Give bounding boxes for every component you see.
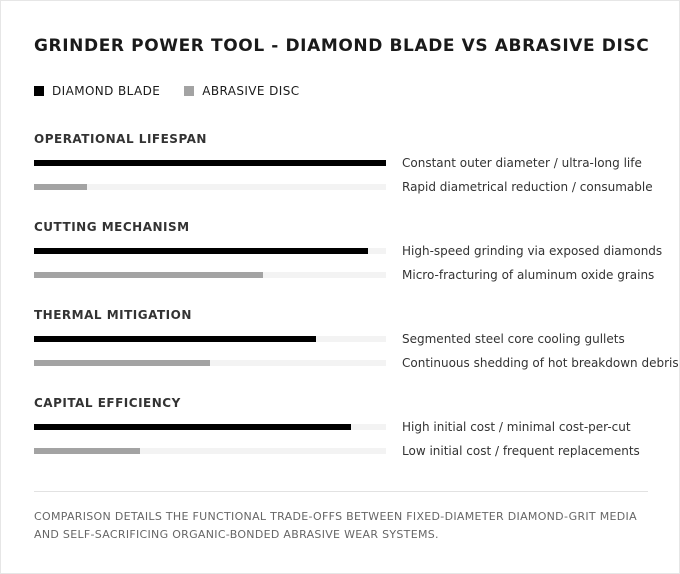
legend-item-diamond-blade: [34, 84, 160, 98]
bar-abrasive-disc: [34, 184, 87, 190]
bar-row-diamond-blade: [34, 330, 654, 348]
bar-row-abrasive-disc: [34, 354, 679, 372]
bar-row-diamond-blade: [34, 154, 654, 172]
category-capital-efficiency: [34, 396, 654, 476]
bar-label: Constant outer diameter / ultra-long life: [402, 156, 642, 170]
bar-track: [34, 184, 386, 190]
bar-row-abrasive-disc: [34, 266, 654, 284]
category-title: THERMAL MITIGATION: [34, 308, 192, 322]
legend-swatch-abrasive-disc: [184, 86, 194, 96]
chart-legend: [34, 84, 324, 98]
bar-label: Rapid diametrical reduction / consumable: [402, 180, 653, 194]
category-thermal-mitigation: [34, 308, 679, 388]
bar-diamond-blade: [34, 248, 368, 254]
bar-track: [34, 360, 386, 366]
bar-abrasive-disc: [34, 448, 140, 454]
bar-label: Micro-fracturing of aluminum oxide grains: [402, 268, 655, 282]
bar-row-diamond-blade: [34, 418, 654, 436]
bar-abrasive-disc: [34, 360, 210, 366]
bar-track: [34, 160, 386, 166]
bar-track: [34, 248, 386, 254]
bar-label: Segmented steel core cooling gullets: [402, 332, 625, 346]
chart-title: GRINDER POWER TOOL - DIAMOND BLADE VS ABRASIVE DISC: [34, 36, 650, 56]
bar-row-diamond-blade: [34, 242, 663, 260]
bar-row-abrasive-disc: [34, 178, 654, 196]
legend-label-abrasive-disc: ABRASIVE DISC: [202, 84, 300, 98]
bar-row-abrasive-disc: [34, 442, 654, 460]
category-cutting-mechanism: [34, 220, 663, 300]
bar-abrasive-disc: [34, 272, 263, 278]
bar-label: High initial cost / minimal cost-per-cut: [402, 420, 631, 434]
legend-item-abrasive-disc: [184, 84, 299, 98]
bar-diamond-blade: [34, 160, 386, 166]
bar-label: Low initial cost / frequent replacements: [402, 444, 640, 458]
bar-label: Continuous shedding of hot breakdown debris: [402, 356, 679, 370]
bar-diamond-blade: [34, 336, 316, 342]
legend-swatch-diamond-blade: [34, 86, 44, 96]
bar-diamond-blade: [34, 424, 351, 430]
chart-footnote: COMPARISON DETAILS THE FUNCTIONAL TRADE-OFFS BETWEEN FIXED-DIAMETER DIAMOND-GRIT MEDIA AND SELF-SACRIFICING ORGANIC-BONDED ABRASIVE WEAR SYSTEMS.: [34, 510, 637, 541]
footer-divider: [34, 491, 648, 492]
bar-track: [34, 424, 386, 430]
category-operational-lifespan: [34, 132, 654, 212]
legend-label-diamond-blade: DIAMOND BLADE: [52, 84, 161, 98]
bar-label: High-speed grinding via exposed diamonds: [402, 244, 663, 258]
bar-track: [34, 272, 386, 278]
category-title: OPERATIONAL LIFESPAN: [34, 132, 207, 146]
category-title: CUTTING MECHANISM: [34, 220, 190, 234]
bar-track: [34, 336, 386, 342]
category-title: CAPITAL EFFICIENCY: [34, 396, 181, 410]
bar-track: [34, 448, 386, 454]
